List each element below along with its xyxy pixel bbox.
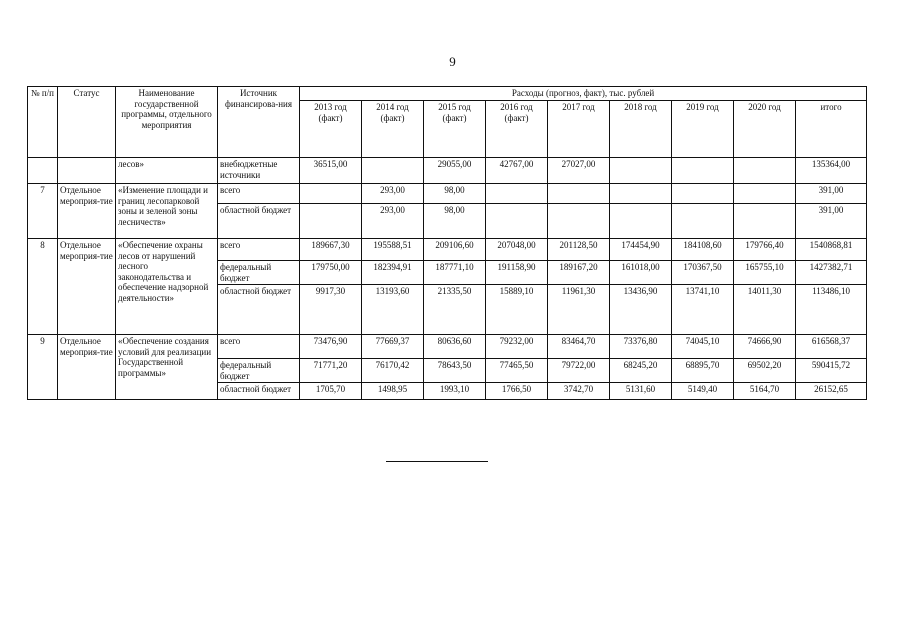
table-row (28, 239, 867, 261)
row-value: 68245,20 (610, 359, 672, 383)
row-value: 209106,60 (424, 239, 486, 261)
row-value (610, 204, 672, 239)
row-value (486, 204, 548, 239)
row-value (610, 158, 672, 184)
row-value: 21335,50 (424, 285, 486, 335)
row-name: «Обеспечение охраны лесов от нарушений лесного законодательства и обеспечение надзорной деятельности» (116, 239, 218, 335)
row-value (300, 204, 362, 239)
header-year: 2014 год (факт) (362, 101, 424, 158)
header-name: Наименование государственной программы, отдельного мероприятия (116, 87, 218, 158)
row-value: 5164,70 (734, 383, 796, 400)
row-value: 13193,60 (362, 285, 424, 335)
row-value: 391,00 (796, 184, 867, 204)
row-value: 68895,70 (672, 359, 734, 383)
table-row (28, 158, 867, 184)
header-year: 2018 год (610, 101, 672, 158)
row-value: 79232,00 (486, 335, 548, 359)
row-value: 11961,30 (548, 285, 610, 335)
row-value: 170367,50 (672, 261, 734, 285)
table-body (28, 158, 867, 400)
row-source: областной бюджет (218, 383, 300, 400)
row-value: 1540868,81 (796, 239, 867, 261)
row-value: 189167,20 (548, 261, 610, 285)
row-value: 201128,50 (548, 239, 610, 261)
row-value: 36515,00 (300, 158, 362, 184)
row-source: всего (218, 184, 300, 204)
row-source: внебюджетные источники (218, 158, 300, 184)
row-source: федеральный бюджет (218, 359, 300, 383)
header-source: Источник финансирова-ния (218, 87, 300, 158)
row-status: Отдельное мероприя-тие (58, 184, 116, 239)
row-value: 79722,00 (548, 359, 610, 383)
budget-table (27, 86, 867, 400)
row-value (734, 184, 796, 204)
row-number: 9 (28, 335, 58, 400)
row-value (734, 204, 796, 239)
row-source: всего (218, 335, 300, 359)
row-value (362, 158, 424, 184)
row-value (548, 184, 610, 204)
row-value: 77669,37 (362, 335, 424, 359)
row-name: лесов» (116, 158, 218, 184)
header-number: № п/п (28, 87, 58, 158)
header-year: 2017 год (548, 101, 610, 158)
row-value: 42767,00 (486, 158, 548, 184)
row-value: 73376,80 (610, 335, 672, 359)
row-value (734, 158, 796, 184)
row-value: 1498,95 (362, 383, 424, 400)
row-value: 616568,37 (796, 335, 867, 359)
row-value: 26152,65 (796, 383, 867, 400)
row-value: 71771,20 (300, 359, 362, 383)
row-value: 83464,70 (548, 335, 610, 359)
row-value: 13741,10 (672, 285, 734, 335)
row-value: 29055,00 (424, 158, 486, 184)
row-value: 174454,90 (610, 239, 672, 261)
row-value: 69502,20 (734, 359, 796, 383)
row-value: 9917,30 (300, 285, 362, 335)
row-value: 74666,90 (734, 335, 796, 359)
row-value: 191158,90 (486, 261, 548, 285)
row-value: 5149,40 (672, 383, 734, 400)
row-value (672, 184, 734, 204)
row-value: 15889,10 (486, 285, 548, 335)
row-value (548, 204, 610, 239)
row-name: «Обеспечение создания условий для реализации Государственной программы» (116, 335, 218, 400)
row-value: 27027,00 (548, 158, 610, 184)
row-value (486, 184, 548, 204)
row-value: 165755,10 (734, 261, 796, 285)
row-value: 13436,90 (610, 285, 672, 335)
row-value: 3742,70 (548, 383, 610, 400)
row-value: 207048,00 (486, 239, 548, 261)
row-value: 1427382,71 (796, 261, 867, 285)
row-value: 98,00 (424, 204, 486, 239)
row-value: 179766,40 (734, 239, 796, 261)
page-number: 9 (449, 54, 456, 69)
header-year: 2015 год (факт) (424, 101, 486, 158)
row-value: 14011,30 (734, 285, 796, 335)
row-value: 77465,50 (486, 359, 548, 383)
row-value: 73476,90 (300, 335, 362, 359)
row-value: 182394,91 (362, 261, 424, 285)
row-value: 293,00 (362, 184, 424, 204)
row-value: 98,00 (424, 184, 486, 204)
row-number: 7 (28, 184, 58, 239)
row-source: всего (218, 239, 300, 261)
row-value: 293,00 (362, 204, 424, 239)
row-value: 80636,60 (424, 335, 486, 359)
table-row (28, 184, 867, 204)
row-value: 76170,42 (362, 359, 424, 383)
header-year: 2013 год (факт) (300, 101, 362, 158)
row-value: 135364,00 (796, 158, 867, 184)
row-status: Отдельное мероприя-тие (58, 239, 116, 335)
row-value (300, 184, 362, 204)
header-year: 2019 год (672, 101, 734, 158)
row-value: 78643,50 (424, 359, 486, 383)
row-value: 1705,70 (300, 383, 362, 400)
row-value (610, 184, 672, 204)
row-value: 590415,72 (796, 359, 867, 383)
row-value: 391,00 (796, 204, 867, 239)
row-value: 161018,00 (610, 261, 672, 285)
table-row (28, 335, 867, 359)
row-number (28, 158, 58, 184)
row-value (672, 158, 734, 184)
row-value: 189667,30 (300, 239, 362, 261)
header-year: 2020 год (734, 101, 796, 158)
header-year: 2016 год (факт) (486, 101, 548, 158)
row-value: 74045,10 (672, 335, 734, 359)
row-source: федеральный бюджет (218, 261, 300, 285)
row-value: 5131,60 (610, 383, 672, 400)
row-value: 1766,50 (486, 383, 548, 400)
row-value: 179750,00 (300, 261, 362, 285)
header-status: Статус (58, 87, 116, 158)
header-year: итого (796, 101, 867, 158)
header-expenses: Расходы (прогноз, факт), тыс. рублей (300, 87, 867, 101)
row-value: 187771,10 (424, 261, 486, 285)
row-value: 195588,51 (362, 239, 424, 261)
row-value: 1993,10 (424, 383, 486, 400)
row-source: областной бюджет (218, 285, 300, 335)
row-name: «Изменение площади и границ лесопарковой зоны и зеленой зоны лесничеств» (116, 184, 218, 239)
row-value: 113486,10 (796, 285, 867, 335)
row-value (672, 204, 734, 239)
footer-divider (386, 461, 488, 462)
row-number: 8 (28, 239, 58, 335)
row-source: областной бюджет (218, 204, 300, 239)
row-value: 184108,60 (672, 239, 734, 261)
row-status: Отдельное мероприя-тие (58, 335, 116, 400)
row-status (58, 158, 116, 184)
